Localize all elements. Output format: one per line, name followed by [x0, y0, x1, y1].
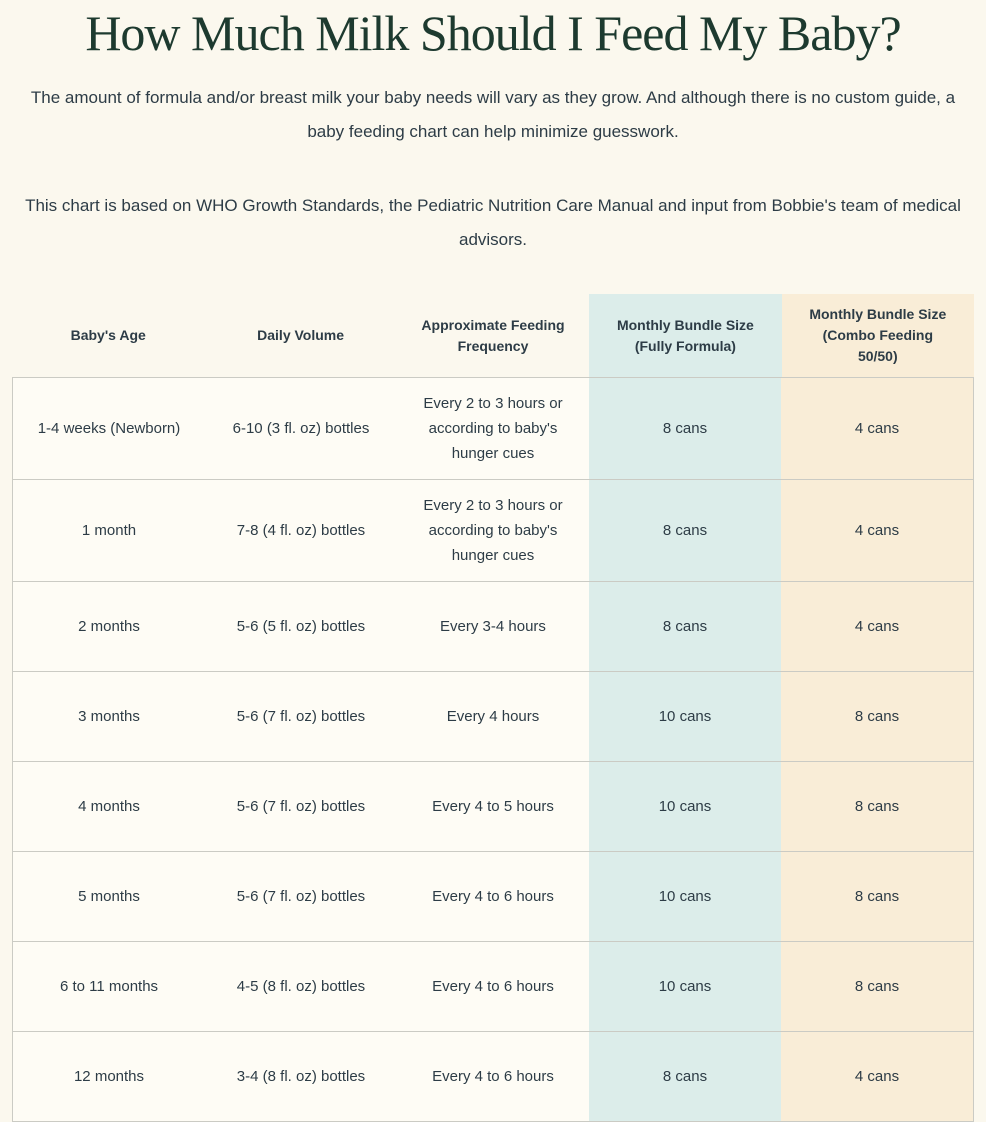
header-bundle-combo-feeding: Monthly Bundle Size (Combo Feeding 50/50) — [782, 294, 974, 377]
cell-bundle-fully-formula: 10 cans — [589, 672, 781, 761]
cell-bundle-combo-feeding: 4 cans — [781, 378, 973, 479]
table-row — [13, 377, 973, 479]
cell-bundle-fully-formula: 8 cans — [589, 480, 781, 581]
table-header-row — [12, 294, 974, 377]
table-row — [13, 1031, 973, 1121]
cell-babys-age: 2 months — [13, 582, 205, 671]
cell-babys-age: 6 to 11 months — [13, 942, 205, 1031]
cell-bundle-combo-feeding: 8 cans — [781, 852, 973, 941]
table-body — [12, 377, 974, 1122]
cell-feeding-frequency: Every 4 to 6 hours — [397, 942, 589, 1031]
cell-daily-volume: 3-4 (8 fl. oz) bottles — [205, 1032, 397, 1121]
cell-feeding-frequency: Every 4 hours — [397, 672, 589, 761]
baby-feeding-chart — [12, 294, 974, 1122]
table-row — [13, 761, 973, 851]
table-row — [13, 851, 973, 941]
cell-daily-volume: 5-6 (5 fl. oz) bottles — [205, 582, 397, 671]
cell-bundle-fully-formula: 10 cans — [589, 852, 781, 941]
header-babys-age: Baby's Age — [70, 327, 146, 343]
cell-babys-age: 4 months — [13, 762, 205, 851]
cell-feeding-frequency: Every 2 to 3 hours or according to baby's hunger cues — [397, 480, 589, 581]
cell-feeding-frequency: Every 2 to 3 hours or according to baby's hunger cues — [397, 378, 589, 479]
cell-daily-volume: 5-6 (7 fl. oz) bottles — [205, 762, 397, 851]
cell-bundle-combo-feeding: 4 cans — [781, 480, 973, 581]
cell-bundle-fully-formula: 10 cans — [589, 942, 781, 1031]
page-title: How Much Milk Should I Feed My Baby? — [85, 5, 901, 61]
header-bundle-fully-formula: Monthly Bundle Size (Fully Formula) — [589, 294, 781, 377]
cell-babys-age: 5 months — [13, 852, 205, 941]
cell-daily-volume: 5-6 (7 fl. oz) bottles — [205, 852, 397, 941]
cell-bundle-fully-formula: 8 cans — [589, 378, 781, 479]
table-row — [13, 581, 973, 671]
cell-bundle-fully-formula: 8 cans — [589, 1032, 781, 1121]
cell-babys-age: 3 months — [13, 672, 205, 761]
cell-feeding-frequency: Every 4 to 6 hours — [397, 1032, 589, 1121]
cell-feeding-frequency: Every 3-4 hours — [397, 582, 589, 671]
cell-feeding-frequency: Every 4 to 5 hours — [397, 762, 589, 851]
cell-daily-volume: 4-5 (8 fl. oz) bottles — [205, 942, 397, 1031]
table-row — [13, 941, 973, 1031]
cell-babys-age: 1-4 weeks (Newborn) — [13, 378, 205, 479]
cell-babys-age: 1 month — [13, 480, 205, 581]
cell-bundle-combo-feeding: 8 cans — [781, 762, 973, 851]
cell-daily-volume: 5-6 (7 fl. oz) bottles — [205, 672, 397, 761]
cell-bundle-fully-formula: 8 cans — [589, 582, 781, 671]
cell-daily-volume: 7-8 (4 fl. oz) bottles — [205, 480, 397, 581]
cell-daily-volume: 6-10 (3 fl. oz) bottles — [205, 378, 397, 479]
cell-bundle-combo-feeding: 4 cans — [781, 1032, 973, 1121]
cell-feeding-frequency: Every 4 to 6 hours — [397, 852, 589, 941]
header-daily-volume: Daily Volume — [257, 327, 345, 343]
cell-bundle-combo-feeding: 4 cans — [781, 582, 973, 671]
cell-bundle-combo-feeding: 8 cans — [781, 942, 973, 1031]
table-row — [13, 479, 973, 581]
cell-bundle-combo-feeding: 8 cans — [781, 672, 973, 761]
cell-babys-age: 12 months — [13, 1032, 205, 1121]
intro-paragraph: The amount of formula and/or breast milk your baby needs will vary as they grow. And although there is no custom guide, a baby feeding chart can help minimize guesswork. — [30, 88, 956, 141]
source-note-paragraph: This chart is based on WHO Growth Standards, the Pediatric Nutrition Care Manual and input from Bobbie's team of medical advisors. — [25, 196, 961, 249]
header-feeding-frequency: Approximate Feeding Frequency — [421, 316, 565, 354]
cell-bundle-fully-formula: 10 cans — [589, 762, 781, 851]
table-row — [13, 671, 973, 761]
